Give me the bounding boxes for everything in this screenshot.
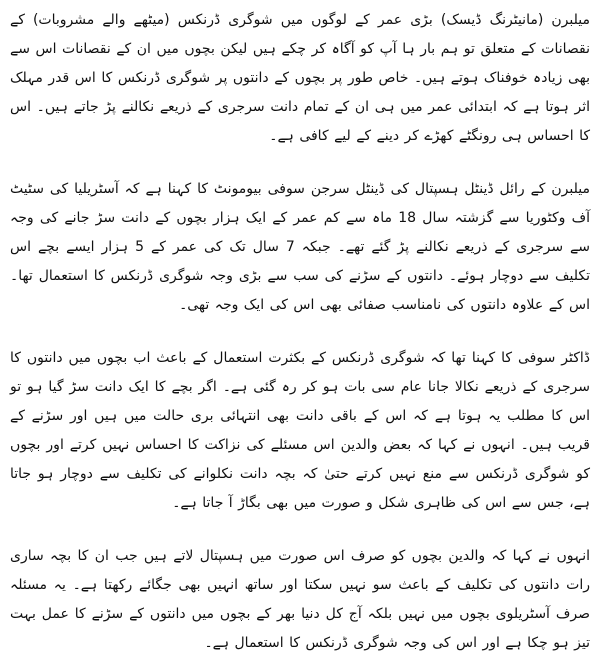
article-paragraph-1: میلبرن (مانیٹرنگ ڈیسک) بڑی عمر کے لوگوں میں شوگری ڈرنکس (میٹھے والے مشروبات) کے نقصانات کے متعلق تو ہم بار ہا آپ کو آگاہ کر چکے ہیں لیکن بچوں میں ان کے نقصانات اس سے بھی زیادہ خوفناک ہوتے ہیں۔ خاص طور پر بچوں کے دانتوں پر شوگری ڈرنکس کا اس قدر مہلک اثر ہوتا ہے کہ ابتدائی عمر میں ہی ان کے تمام دانت سرجری کے ذریعے نکالنے پڑ جاتے ہیں۔ اس کا احساس ہی رونگٹے کھڑے کر دینے کے لیے کافی ہے۔ — [10, 12, 590, 144]
article-paragraph-4: انہوں نے کہا کہ والدین بچوں کو صرف اس صورت میں ہسپتال لاتے ہیں جب ان کا بچہ ساری رات دانتوں کی تکلیف کے باعث سو نہیں سکتا اور ساتھ انہیں بھی جگائے رکھتا ہے۔ یہ مسئلہ صرف آسٹریلوی بچوں میں نہیں بلکہ آج کل دنیا بھر کے بچوں میں دانتوں کے سڑنے کا عمل بہت تیز ہو چکا ہے اور اس کی وجہ شوگری ڈرنکس کا استعمال ہے۔ — [10, 548, 590, 651]
article-paragraph-2: میلبرن کے رائل ڈینٹل ہسپتال کی ڈینٹل سرجن سوفی بیومونٹ کا کہنا ہے کہ آسٹریلیا کی سٹیٹ آف وکٹوریا سے گزشتہ سال 18 ماہ سے کم عمر کے ایک ہزار بچوں کے دانت سڑ جانے کی وجہ سے سرجری کے ذریعے نکالنے پڑ گئے تھے۔ جبکہ 7 سال تک کی عمر کے 5 ہزار ایسے بچے اس تکلیف سے دوچار ہوئے۔ دانتوں کے سڑنے کی سب سے بڑی وجہ شوگری ڈرنکس کا استعمال تھا۔ اس کے علاوہ دانتوں کی نامناسب صفائی بھی اس کی ایک وجہ تھی۔ — [10, 181, 590, 313]
article-paragraph-3: ڈاکٹر سوفی کا کہنا تھا کہ شوگری ڈرنکس کے بکثرت استعمال کے باعث اب بچوں میں دانتوں کا سرجری کے ذریعے نکالا جانا عام سی بات ہو کر رہ گئی ہے۔ اگر بچے کا ایک دانت سڑ گیا ہو تو اس کا مطلب یہ ہوتا ہے کہ اس کے باقی دانت بھی انتہائی بری حالت میں ہیں اور سڑنے کے قریب ہیں۔ انہوں نے کہا کہ بعض والدین اس مسئلے کی نزاکت کا احساس نہیں کرتے اور بچوں کو شوگری ڈرنکس سے منع نہیں کرتے حتیٰ کہ بچہ دانت نکلوانے کی تکلیف سے دوچار ہو جاتا ہے، جس سے اس کی ظاہری شکل و صورت میں بھی بگاڑ آ جاتا ہے۔ — [10, 350, 590, 511]
